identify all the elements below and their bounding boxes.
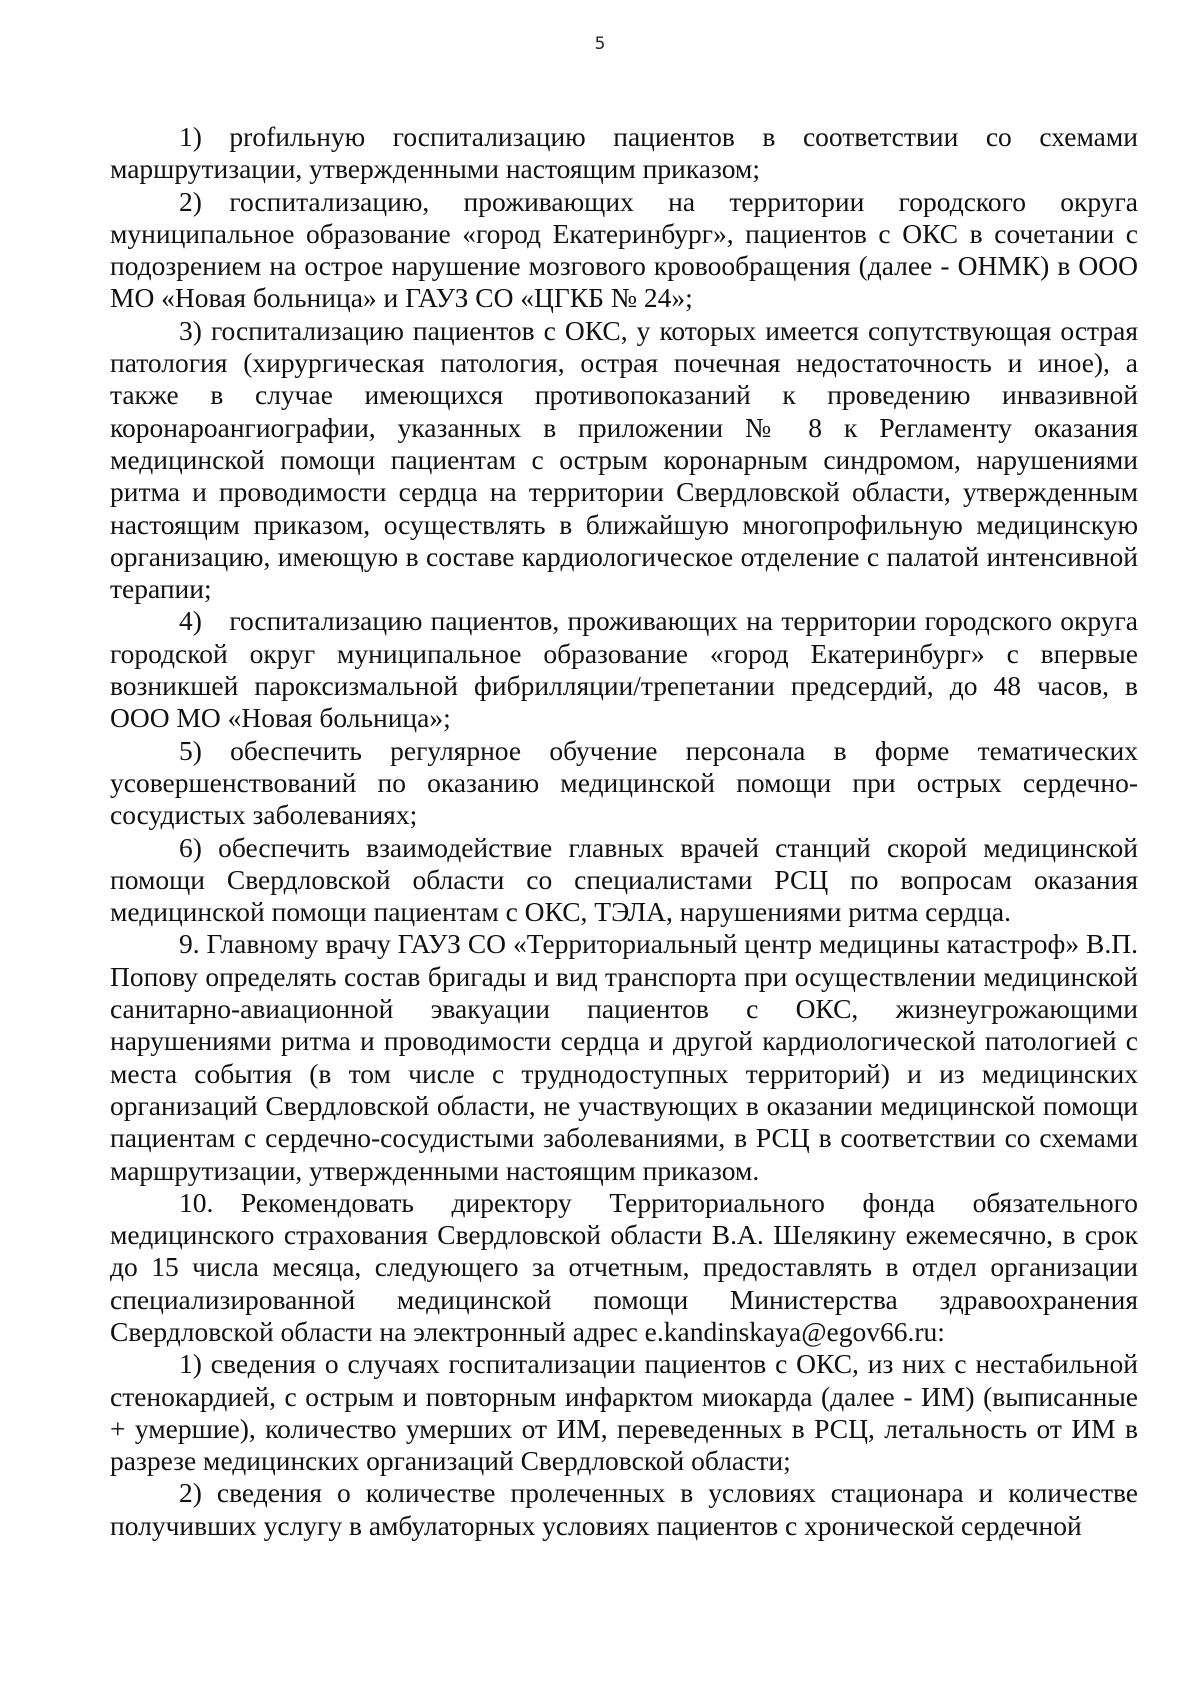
paragraph-sub-1-hospitalization-data: 1) сведения о случаях госпитализации пациентов с ОКС, из них с нестабильной стенокардией, с острым и повторным инфарктом миокарда (далее - ИМ) (выписанные + умершие), количество умерших от ИМ, переведенных в РСЦ, летальность от ИМ в разрезе медицинских организаций Свердловской области; xyxy=(110,1348,1138,1477)
paragraph-item-2-onmk-hospitalization: 2) госпитализацию, проживающих на территории городского округа муниципальное образование «город Екатеринбург», пациентов с ОКС в сочетании с подозрением на острое нарушение мозгового кровообращения (далее - ОНМК) в ООО МО «Новая больница» и ГАУЗ СО «ЦГКБ № 24»; xyxy=(110,185,1138,314)
page-number: 5 xyxy=(594,34,606,54)
paragraph-item-6-ambulance-cooperation: 6) обеспечить взаимодействие главных врачей станций скорой медицинской помощи Свердловской области со специалистами РСЦ по вопросам оказания медицинской помощи пациентам с ОКС, ТЭЛА, нарушениями ритма сердца. xyxy=(110,831,1138,928)
paragraph-sub-2-heart-failure-data: 2) сведения о количестве пролеченных в условиях стационара и количестве получивших услугу в амбулаторных условиях пациентов с хронической сердечной xyxy=(110,1477,1138,1541)
paragraph-item-3-comorbidity-hospitalization: 3) госпитализацию пациентов с ОКС, у которых имеется сопутствующая острая патология (хирургическая патология, острая почечная недостаточность и иное), а также в случае имеющихся противопоказаний к проведению инвазивной коронароангиографии, указанных в приложении № 8 к Регламенту оказания медицинской помощи пациентам с острым коронарным синдромом, нарушениями ритма и проводимости сердца на территории Свердловской области, утвержденным настоящим приказом, осуществлять в ближайшую многопрофильную медицинскую организацию, имеющую в составе кардиологическое отделение с палатой интенсивной терапии; xyxy=(110,314,1138,605)
document-body xyxy=(110,121,1138,1542)
paragraph-item-5-staff-training: 5) обеспечить регулярное обучение персонала в форме тематических усовершенствований по оказанию медицинской помощи при острых сердечно-сосудистых заболеваниях; xyxy=(110,734,1138,831)
paragraph-item-4-fibrillation-hospitalization: 4) госпитализацию пациентов, проживающих на территории городского округа городской округ муниципальное образование «город Екатеринбург» с впервые возникшей пароксизмальной фибрилляции/трепетании предсердий, до 48 часов, в ООО МО «Новая больница»; xyxy=(110,605,1138,734)
paragraph-section-9-disaster-medicine: 9. Главному врачу ГАУЗ СО «Территориальный центр медицины катастроф» В.П. Попову определять состав бригады и вид транспорта при осуществлении медицинской санитарно-авиационной эвакуации пациентов с ОКС, жизнеугрожающими нарушениями ритма и проводимости сердца и другой кардиологической патологией с места события (в том числе с труднодоступных территорий) и из медицинских организаций Свердловской области, не участвующих в оказании медицинской помощи пациентам с сердечно-сосудистыми заболеваниями, в РСЦ в соответствии со схемами маршрутизации, утвержденными настоящим приказом. xyxy=(110,928,1138,1186)
paragraph-item-1-profile-hospitalization: 1) profильную госпитализацию пациентов в соответствии со схемами маршрутизации, утвержденными настоящим приказом; xyxy=(110,121,1138,185)
paragraph-section-10-insurance-fund: 10. Рекомендовать директору Территориального фонда обязательного медицинского страхования Свердловской области В.А. Шелякину ежемесячно, в срок до 15 числа месяца, следующего за отчетным, предоставлять в отдел организации специализированной медицинской помощи Министерства здравоохранения Свердловской области на электронный адрес e.kandinskaya@egov66.ru: xyxy=(110,1186,1138,1347)
